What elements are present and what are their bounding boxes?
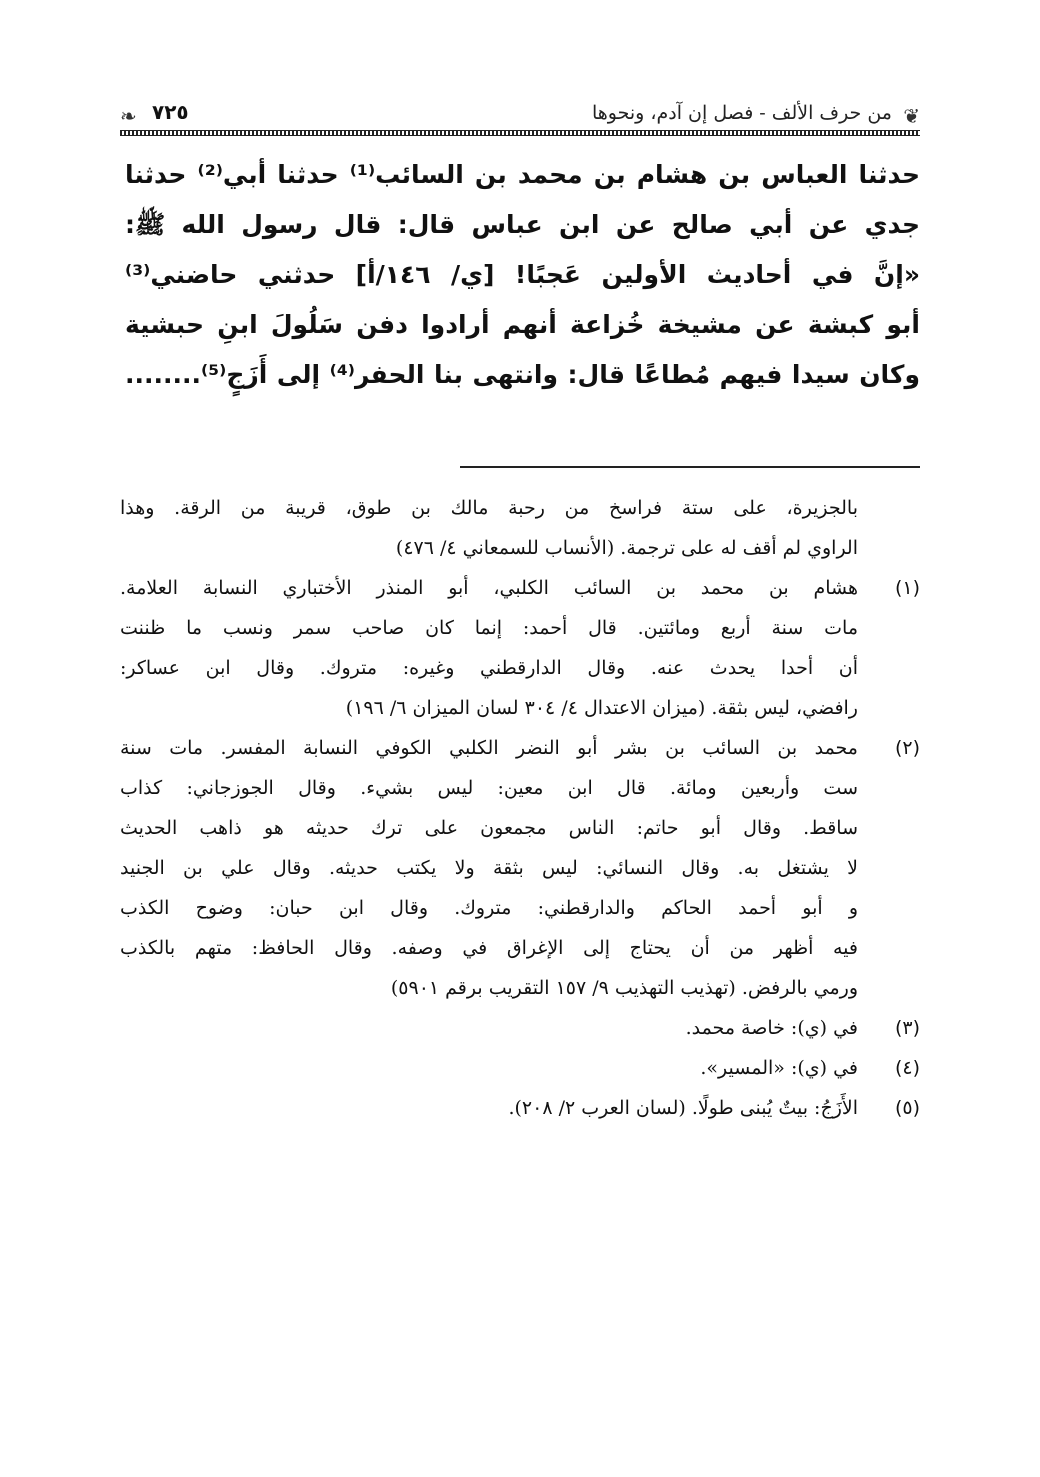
ornament-left-icon: ❧ — [120, 104, 137, 128]
footnote-line: فيه أظهر من أن يحتاج إلى الإغراق في وصفه. وقال الحافظ: متهم بالكذب — [120, 937, 858, 959]
footnote-line: هشام بن محمد بن السائب الكلبي، أبو المنذر الأختباري النسابة العلامة. — [120, 577, 858, 599]
footnote-line: بالجزيرة، على ستة فراسخ من رحبة مالك بن طوق، قريبة من الرقة. وهذا — [120, 497, 858, 519]
footnote-line: الراوي لم أقف له على ترجمة. (الأنساب للسمعاني ٤/ ٤٧٦) — [395, 537, 858, 559]
footnote-line: و أبو أحمد الحاكم والدارقطني: متروك. وقال ابن حبان: وضوح الكذب — [120, 897, 858, 919]
footnote-line: لا يشتغل به. وقال النسائي: ليس بثقة ولا يكتب حديثه. وقال علي بن الجنيد — [120, 857, 858, 879]
footnote-5 — [120, 1088, 920, 1128]
footnote-1 — [120, 568, 920, 728]
footnote-line: في (ي): «المسير». — [700, 1057, 858, 1079]
footnote-line: ورمي بالرفض. (تهذيب التهذيب ٩/ ١٥٧ التقريب برقم ٥٩٠١) — [390, 977, 858, 999]
footnote-line: ست وأربعين ومائة. قال ابن معين: ليس بشيء. وقال الجوزجاني: كذاب — [120, 777, 858, 799]
main-text-line: وكان سيدا فيهم مُطاعًا قال: وانتهى بنا الحفر⁽⁴⁾ إلى أَزَجٍ⁽⁵⁾........ — [125, 360, 920, 389]
page-header — [120, 96, 920, 136]
footnote-line: الأَزَجُ: بيتٌ يُبنى طولًا. (لسان العرب ٢/ ٢٠٨). — [508, 1097, 858, 1119]
footnote-number: (٥) — [894, 1097, 920, 1119]
footnote-line: ساقط. وقال أبو حاتم: الناس مجمعون على ترك حديثه هو ذاهب الحديث — [120, 817, 858, 839]
page-number: ٧٢٥ — [152, 100, 189, 124]
main-text-line: حدثنا العباس بن هشام بن محمد بن السائب⁽¹⁾ حدثنا أبي⁽²⁾ حدثنا — [125, 160, 920, 189]
main-text-line: جدي عن أبي صالح عن ابن عباس قال: قال رسول الله ﷺ: — [125, 210, 920, 239]
footnotes — [120, 488, 920, 1128]
footnote-number: (٢) — [894, 737, 920, 759]
header-rule — [120, 130, 920, 136]
footnote-line: أن أحدا يحدث عنه. وقال الدارقطني وغيره: متروك. وقال ابن عساكر: — [120, 657, 858, 679]
main-text — [125, 150, 920, 400]
main-text-line: أبو كبشة عن مشيخة خُزاعة أنهم أرادوا دفن سَلُولَ ابنِ حبشية — [125, 310, 920, 339]
footnote-2 — [120, 728, 920, 1008]
footnote-number: (١) — [894, 577, 920, 599]
running-title: من حرف الألف - فصل إن آدم، ونحوها — [591, 102, 892, 124]
footnote-3 — [120, 1008, 920, 1048]
footnote-number: (٣) — [894, 1017, 920, 1039]
main-text-line: «إنَّ في أحاديث الأولين عَجبًا! [ي/ ١٤٦/أ] حدثني حاضني⁽³⁾ — [125, 260, 920, 289]
footnote-4 — [120, 1048, 920, 1088]
footnote-line: محمد بن السائب بن بشر أبو النضر الكلبي الكوفي النسابة المفسر. مات سنة — [120, 737, 858, 759]
ornament-right-icon: ❦ — [903, 104, 920, 128]
footnote-line: في (ي): خاصة محمد. — [685, 1017, 858, 1039]
footnote-line: رافضي، ليس بثقة. (ميزان الاعتدال ٤/ ٣٠٤ لسان الميزان ٦/ ١٩٦) — [345, 697, 858, 719]
footnote-line: مات سنة أربع ومائتين. قال أحمد: إنما كان صاحب سمر ونسب ما ظننت — [120, 617, 858, 639]
footnote-number: (٤) — [894, 1057, 920, 1079]
footnote-continuation — [120, 488, 920, 568]
footnote-separator — [460, 466, 920, 468]
